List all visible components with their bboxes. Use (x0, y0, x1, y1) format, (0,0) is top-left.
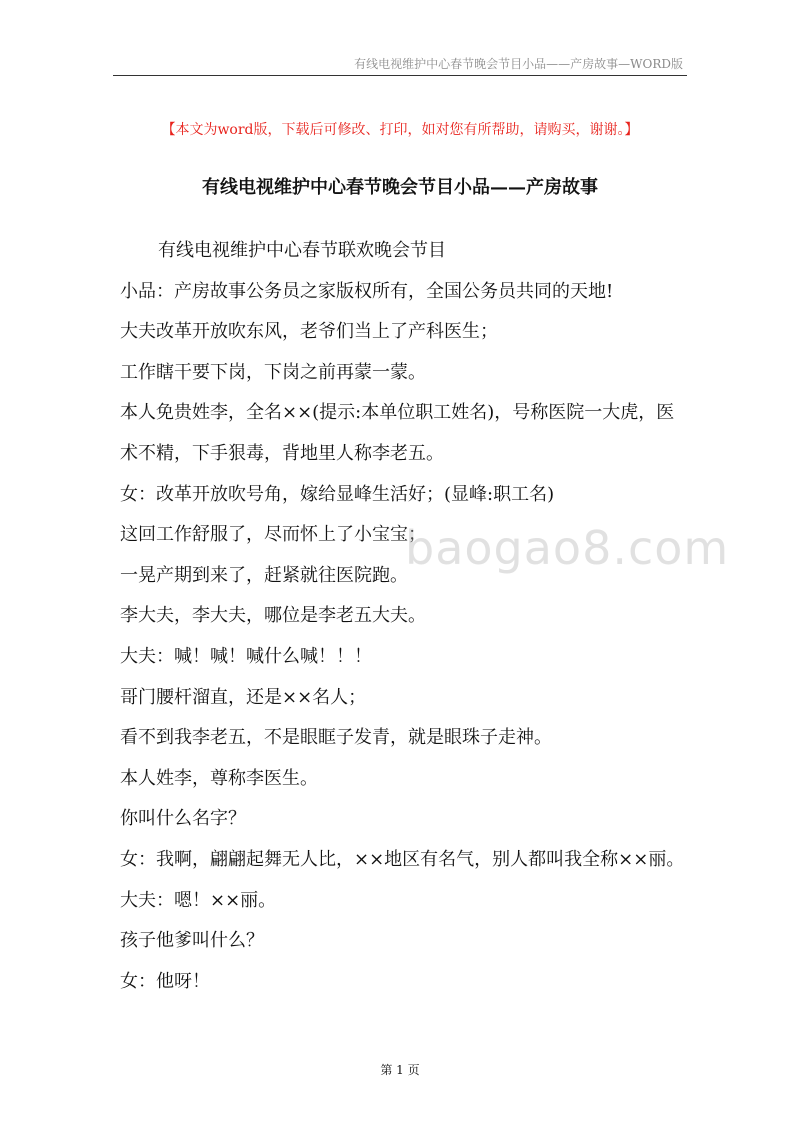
paragraph: 看不到我李老五，不是眼眶子发青，就是眼珠子走神。 (120, 727, 552, 749)
paragraph: 大夫：嗯！××丽。 (120, 889, 277, 911)
paragraph: 大夫：喊！喊！喊什么喊！！！ (120, 645, 372, 667)
document-body (120, 231, 686, 1002)
paragraph: 本人免贵姓李，全名××(提示:本单位职工姓名)，号称医院一大虎，医术不精，下手狠毒，背地里人称李老五。 (120, 402, 675, 464)
paragraph: 哥门腰杆溜直，还是××名人； (120, 686, 367, 708)
paragraph: 李大夫，李大夫，哪位是李老五大夫。 (120, 605, 426, 627)
paragraph: 你叫什么名字？ (120, 808, 246, 830)
watermark: baogao8.com (405, 521, 730, 575)
header-divider (113, 75, 687, 76)
paragraph: 孩子他爹叫什么？ (120, 930, 264, 952)
purchase-notice: 【本文为word版，下载后可修改、打印，如对您有所帮助，请购买，谢谢。】 (161, 122, 639, 138)
running-header: 有线电视维护中心春节晚会节目小品——产房故事—WORD版 (354, 57, 683, 71)
paragraph: 大夫改革开放吹东风，老爷们当上了产科医生； (120, 321, 498, 343)
paragraph: 小品：产房故事公务员之家版权所有，全国公务员共同的天地! (120, 280, 614, 302)
paragraph: 一晃产期到来了，赶紧就往医院跑。 (120, 564, 408, 586)
paragraph: 工作瞎干要下岗，下岗之前再蒙一蒙。 (120, 361, 426, 383)
paragraph: 女：我啊，翩翩起舞无人比，××地区有名气，别人都叫我全称××丽。 (120, 848, 685, 870)
document-title: 有线电视维护中心春节晚会节目小品——产房故事 (202, 177, 598, 198)
paragraph: 这回工作舒服了，尽而怀上了小宝宝； (120, 524, 426, 546)
page-number: 第 1 页 (380, 1063, 420, 1077)
paragraph: 本人姓李，尊称李医生。 (120, 767, 318, 789)
paragraph: 女：他呀！ (120, 970, 210, 992)
paragraph: 女：改革开放吹号角，嫁给显峰生活好；(显峰:职工名) (120, 483, 555, 505)
paragraph: 有线电视维护中心春节联欢晚会节目 (158, 240, 446, 261)
